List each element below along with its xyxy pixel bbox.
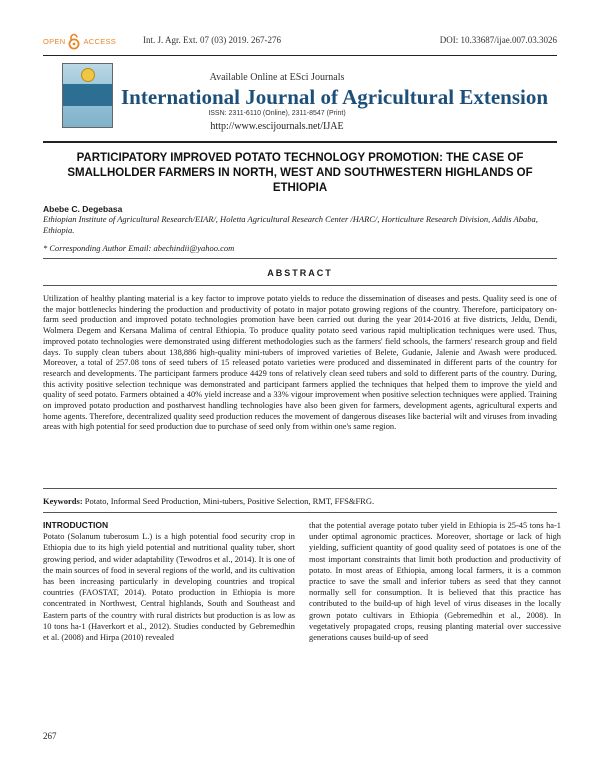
issn-line: ISSN: 2311-6110 (Online), 2311-8547 (Print) <box>208 110 346 117</box>
journal-title: International Journal of Agricultural Extension <box>121 85 549 109</box>
body-column-right <box>309 520 561 643</box>
abstract-heading: ABSTRACT <box>267 268 333 278</box>
doi-line: DOI: 10.33687/ijae.007.03.3026 <box>439 35 557 45</box>
keywords-rule-bottom <box>43 512 557 513</box>
author-affiliation: Ethiopian Institute of Agricultural Research/EIAR/, Holetta Agricultural Research Center /HARC/, Horticulture Research Division, Addis Ababa, Ethiopia. <box>43 214 538 235</box>
header-rule <box>43 55 557 56</box>
keywords <box>43 496 557 506</box>
keywords-list: Potato, Informal Seed Production, Mini-tubers, Positive Selection, RMT, FFS&FRG. <box>84 496 375 506</box>
body-column-left <box>43 520 295 643</box>
masthead-rule <box>43 141 557 143</box>
oa-label-left: OPEN <box>43 37 66 46</box>
cover-emblem-icon <box>81 68 95 82</box>
journal-url[interactable]: http://www.escijournals.net/IJAE <box>210 121 344 132</box>
available-online: Available Online at ESci Journals <box>209 72 345 83</box>
abstract-rule-mid <box>43 285 557 286</box>
introduction-text-left: Potato (Solanum tuberosum L.) is a high potential food security crop in Ethiopia due to its high yield potential and nutritional quality tuber, short growing period, and wider adaptability (Tewodros et al., 2014). It is one of the main sources of food in several regions of the world, and its cultivation has been increasing particularly in developing countries and tropical countries (FAOSTAT, 2014). Potato production in Ethiopia is more concentrated in Northwest, Central highlands, South and Southeast and Eastern parts of the country with rural districts but production is as low as 10 tons ha-1 (Haverkort et al., 2012). Studies conducted by Gebremedhin et al. (2008) and Hirpa (2010) revealed <box>43 532 295 643</box>
author-name: Abebe C. Degebasa <box>43 204 123 214</box>
page-number: 267 <box>43 731 57 741</box>
open-lock-icon <box>67 33 81 50</box>
keywords-rule-top <box>43 488 557 489</box>
citation-line: Int. J. Agr. Ext. 07 (03) 2019. 267-276 <box>143 35 281 45</box>
page-header <box>43 31 557 53</box>
journal-cover-thumbnail <box>62 63 113 128</box>
abstract-body: Utilization of healthy planting material is a key factor to improve potato yields to reduce the dissemination of diseases and pests. Quality seed is one of the major bottlenecks hindering the production and productivity of potato in major potato growing regions of the country. Therefore, participatory on-farm seed production and improved potato technologies promotion have been carried out during the year 2014-2016 at five districts, Jeldu, Dendi, Wolmera Degem and Kersana Malima of central Ethiopia. To produce quality potato seed various rapid multiplication techniques were used. Thus, improved potato technologies were demonstrated using different methodologies such as the farmers' field schools, the farmers' research group and field days. To supply clean tubers about 138,886 high-quality mini-tubers of improved varieties of Belete, Gudanie, Jalenie and Awash were produced. Moreover, a total of 257.08 tons of seed tubers of 15 released potato varieties were produced and disseminated in different parts of the country for research and developments. The participant farmers produce 4429 tons of relatively clean seed tubers and sold to different parts of the country. During, this activity positive selection technique was demonstrated and participant farmers applied the techniques that helped them to improve the yield and quality of seed potato. Farmers obtained a 40% yield increase and a 33% vigour improvement when positive selection techniques were applied. Training on improved potato production and postharvest handling technologies have also been given for farmers, development agents, agricultural experts and home agents. Therefore, decentralized quality seed production reduces the movement of dangerous diseases like bacterial wilt and viruses from invading areas with high potential for seed production due to purchase of seed only from within one's same region. <box>43 294 557 432</box>
cover-band <box>63 84 112 106</box>
keywords-label: Keywords: <box>43 496 83 506</box>
abstract-rule-top <box>43 258 557 259</box>
introduction-text-right: that the potential average potato tuber yield in Ethiopia is 25-45 tons ha-1 under optimal agronomic practices. Moreover, shortage or lack of high yielding, sufficient quantity of good quality seed of potatoes is one of the most important constraints that limit both production and productivity of potato. In most areas of Ethiopia, among local farmers, it is a common practice to save the small and inferior tubers as seed that they cannot normally sell for consumption. It is believed that this practice has contributed to the build-up of high level of virus diseases in the locally grown potato cultivars in Ethiopia (Gebremedhin et al., 2008). In vegetatively propagated crops, reusing planting material over successive generations causes build-up of seed <box>309 521 561 643</box>
oa-label-right: ACCESS <box>83 37 117 46</box>
article-title: PARTICIPATORY IMPROVED POTATO TECHNOLOGY PROMOTION: THE CASE OF SMALLHOLDER FARMERS IN NORTH, WEST AND SOUTHWESTERN HIGHLANDS OF ETHIOPIA <box>67 152 533 194</box>
corresponding-author: * Corresponding Author Email: abechindii@yahoo.com <box>43 243 235 253</box>
introduction-heading: INTRODUCTION <box>43 520 109 530</box>
open-access-logo <box>43 33 116 50</box>
